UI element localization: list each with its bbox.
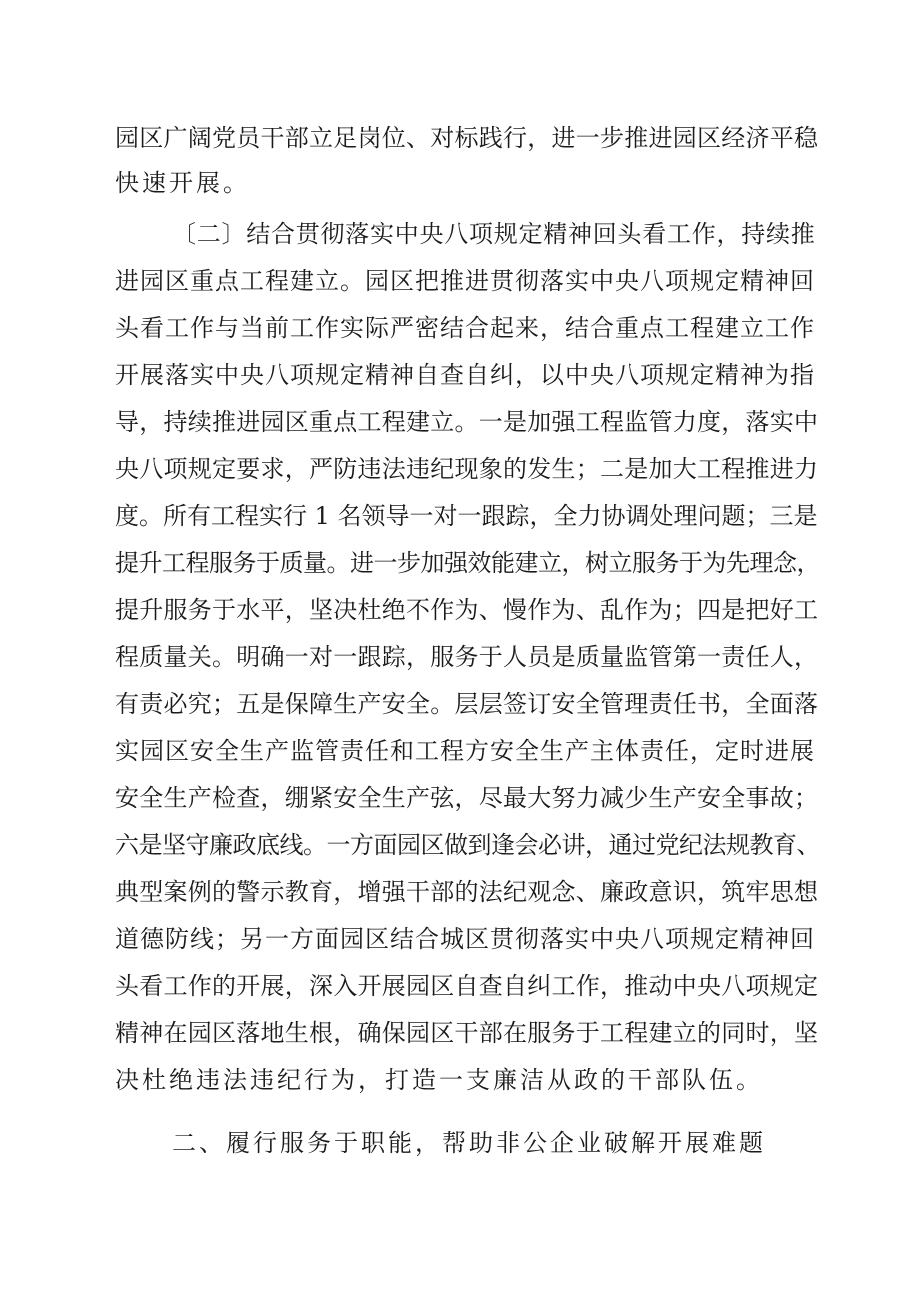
text-line: 典型案例的警示教育，增强干部的法纪观念、廉政意识，筑牢思想 (115, 878, 819, 906)
text-line: 决杜绝违法违纪行为，打造一支廉洁从政的干部队伍。 (115, 1066, 763, 1094)
text-line: 六是坚守廉政底线。一方面园区做到逢会必讲，通过党纪法规教育、 (115, 831, 820, 859)
text-line: 央八项规定要求，严防违法违纪现象的发生；二是加大工程推进力 (115, 455, 819, 483)
text-line: 头看工作的开展，深入开展园区自查自纠工作，推动中央八项规定 (115, 972, 819, 1000)
text-line: 园区广阔党员干部立足岗位、对标践行，进一步推进园区经济平稳 (115, 124, 819, 152)
text-line: 程质量关。明确一对一跟踪，服务于人员是质量监管第一责任人， (115, 643, 819, 671)
text-line: 头看工作与当前工作实际严密结合起来，结合重点工程建立工作 (115, 314, 815, 342)
section-heading: 〔二〕结合贯彻落实中央八项规定精神回头看工作，持续推 (172, 220, 816, 248)
text-line: 开展落实中央八项规定精神自查自纠，以中央八项规定精神为指 (115, 361, 815, 389)
text-line: 安全生产检查，绷紧安全生产弦，尽最大努力减少生产安全事故； (115, 784, 819, 812)
text-line: 度。所有工程实行 1 名领导一对一跟踪，全力协调处理问题；三是 (115, 502, 818, 530)
text-line: 提升工程服务于质量。进一步加强效能建立，树立服务于为先理念， (115, 549, 820, 577)
text-line: 有责必究；五是保障生产安全。层层签订安全管理责任书，全面落 (115, 690, 819, 718)
text-line: 道德防线；另一方面园区结合城区贯彻落实中央八项规定精神回 (115, 925, 815, 953)
text-line: 快速开展。 (115, 169, 250, 197)
text-line: 导，持续推进园区重点工程建立。一是加强工程监管力度，落实中 (115, 408, 819, 436)
text-line: 提升服务于水平，坚决杜绝不作为、慢作为、乱作为；四是把好工 (115, 596, 819, 624)
section-heading: 二、履行服务于职能，帮助非公企业破解开展难题 (172, 1129, 766, 1157)
text-line: 实园区安全生产监管责任和工程方安全生产主体责任，定时进展 (115, 737, 815, 765)
text-line: 进园区重点工程建立。园区把推进贯彻落实中央八项规定精神回 (115, 267, 815, 295)
text-line: 精神在园区落地生根，确保园区干部在服务于工程建立的同时，坚 (115, 1019, 819, 1047)
